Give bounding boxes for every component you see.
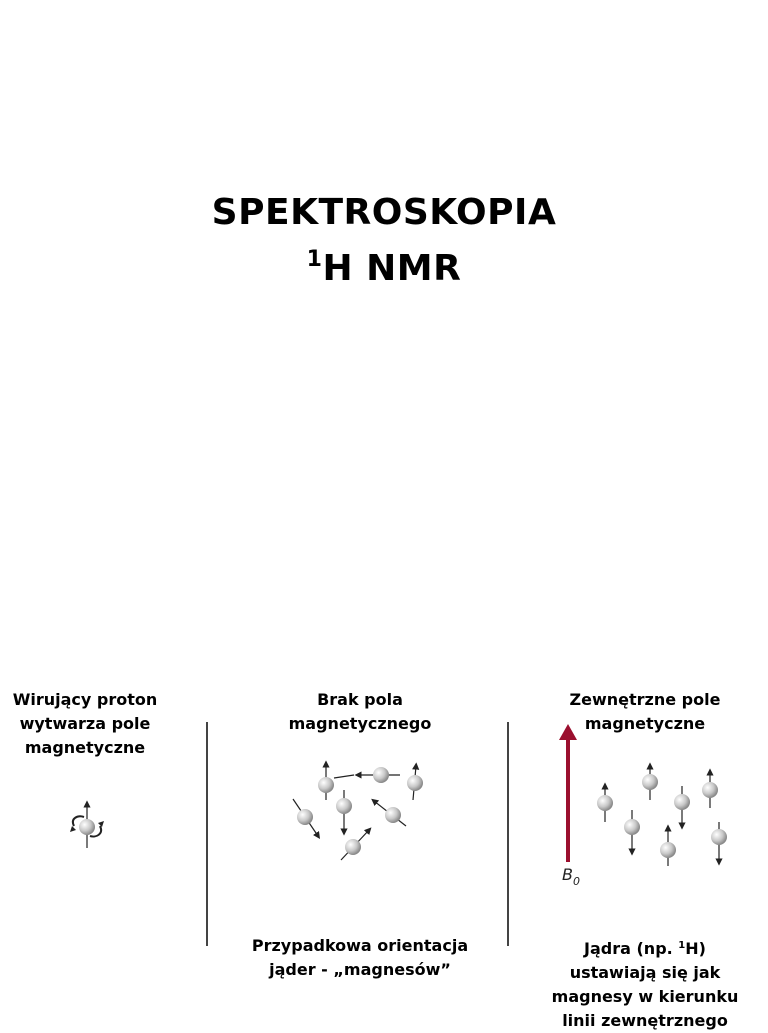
- middle-bottom-caption: [230, 934, 490, 982]
- middle-top-caption-line: magnetycznego: [288, 714, 432, 733]
- left-caption-line: Wirujący proton: [12, 690, 158, 709]
- random-nuclei: [293, 764, 423, 860]
- nucleus-icon: [702, 772, 718, 808]
- right-bottom-caption-line: Jądra (np. $^1$H): [584, 939, 706, 958]
- right-bottom-caption-line: magnesy w kierunku: [551, 987, 739, 1006]
- title-line-1: SPEKTROSKOPIA: [211, 192, 557, 233]
- right-bottom-caption: [530, 934, 760, 1033]
- field-label: $B_0$: [562, 865, 580, 888]
- right-top-caption-line: Zewnętrzne pole: [569, 690, 721, 709]
- proton-spin-icon: [70, 804, 104, 848]
- nucleus-icon: [341, 830, 369, 860]
- nucleus-icon: [674, 786, 690, 826]
- right-top-caption-line: magnetyczne: [584, 714, 706, 733]
- right-bottom-caption-line: ustawiają się jak: [569, 963, 721, 982]
- title-main: H NMR: [322, 248, 462, 289]
- nucleus-icon: [358, 767, 400, 783]
- nucleus-icon: [407, 766, 423, 800]
- nucleus-icon: [374, 801, 406, 826]
- nucleus-icon: [660, 828, 676, 866]
- middle-bottom-caption-line: jąder - „magnesów”: [269, 960, 451, 979]
- right-bottom-caption-line: linii zewnętrznego: [562, 1011, 728, 1030]
- nucleus-icon: [642, 766, 658, 800]
- nucleus-icon: [624, 810, 640, 852]
- nucleus-icon: [711, 822, 727, 862]
- nucleus-icon: [334, 775, 354, 778]
- title-superscript: 1: [306, 247, 323, 272]
- nucleus-icon: [336, 790, 352, 832]
- left-caption-line: magnetyczne: [24, 738, 146, 757]
- left-caption-line: wytwarza pole: [19, 714, 151, 733]
- aligned-nuclei: [597, 766, 727, 866]
- field-arrow-icon: [559, 724, 577, 862]
- middle-bottom-caption-line: Przypadkowa orientacja: [251, 936, 469, 955]
- middle-top-caption-line: Brak pola: [317, 690, 403, 709]
- nucleus-icon: [597, 786, 613, 822]
- nucleus-icon: [318, 764, 334, 800]
- nucleus-icon: [293, 799, 318, 836]
